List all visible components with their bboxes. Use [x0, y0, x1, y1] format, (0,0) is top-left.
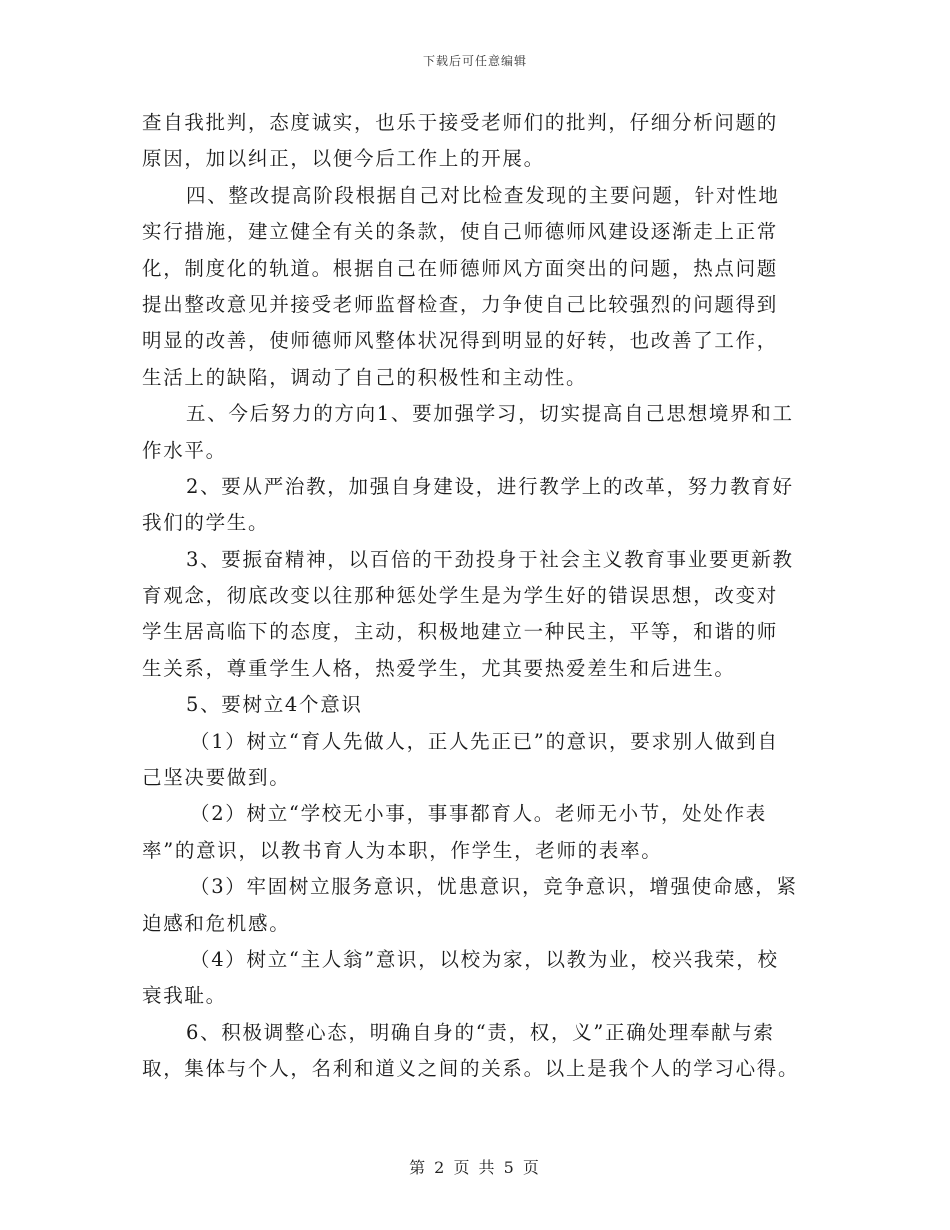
text-line: 生关系，尊重学生人格，热爱学生，尤其要热爱差生和后进生。: [142, 656, 736, 680]
page-footer: 第 2 页 共 5 页: [409, 1158, 541, 1177]
text-line: 化，制度化的轨道。根据自己在师德师风方面突出的问题，热点问题: [142, 256, 779, 280]
text-line: 取，集体与个人，名利和道义之间的关系。以上是我个人的学习心得。: [142, 1057, 800, 1081]
text-line: 原因，加以纠正，以便今后工作上的开展。: [142, 147, 545, 171]
text-line: 明显的改善，使师德师风整体状况得到明显的好转，也改善了工作，: [142, 329, 779, 353]
text-line: 实行措施，建立健全有关的条款，使自己师德师风建设逐渐走上正常: [142, 220, 779, 244]
text-line: 6、积极调整心态，明确自身的“责，权，义”正确处理奉献与索: [186, 1020, 775, 1044]
text-line: 5、要树立4个意识: [186, 693, 363, 717]
text-line: 我们的学生。: [142, 511, 270, 535]
text-line: 五、今后努力的方向1、要加强学习，切实提高自己思想境界和工: [186, 402, 794, 426]
text-line: 率”的意识，以教书育人为本职，作学生，老师的表率。: [142, 838, 663, 862]
document-body: [142, 105, 810, 1088]
text-line: 提出整改意见并接受老师监督检查，力争使自己比较强烈的问题得到: [142, 292, 779, 316]
text-line: 四、整改提高阶段根据自己对比检查发现的主要问题，针对性地: [186, 183, 780, 207]
text-line: 3、要振奋精神，以百倍的干劲投身于社会主义教育事业要更新教: [186, 547, 794, 571]
text-line: 己坚决要做到。: [142, 766, 291, 790]
text-line: 育观念，彻底改变以往那种惩处学生是为学生好的错误思想，改变对: [142, 584, 779, 608]
text-line: 查自我批判，态度诚实，也乐于接受老师们的批判，仔细分析问题的: [142, 111, 779, 134]
text-line: 学生居高临下的态度，主动，积极地建立一种民主，平等，和谐的师: [142, 620, 779, 644]
page-header: 下载后可任意编辑: [422, 54, 527, 68]
text-line: （2）树立“学校无小事，事事都育人。老师无小节，处处作表: [190, 802, 767, 826]
text-line: 生活上的缺陷，调动了自己的积极性和主动性。: [142, 365, 588, 389]
text-line: 衰我耻。: [142, 984, 227, 1008]
text-line: （1）树立“育人先做人，正人先正已”的意识，要求别人做到自: [190, 729, 779, 753]
text-line: 迫感和危机感。: [142, 911, 291, 935]
text-line: （3）牢固树立服务意识，忧患意识，竞争意识，增强使命感，紧: [190, 875, 798, 899]
text-line: 2、要从严治教，加强自身建设，进行教学上的改革，努力教育好: [186, 474, 794, 498]
text-line: （4）树立“主人翁”意识，以校为家，以教为业，校兴我荣，校: [190, 947, 779, 971]
text-line: 作水平。: [142, 438, 227, 462]
